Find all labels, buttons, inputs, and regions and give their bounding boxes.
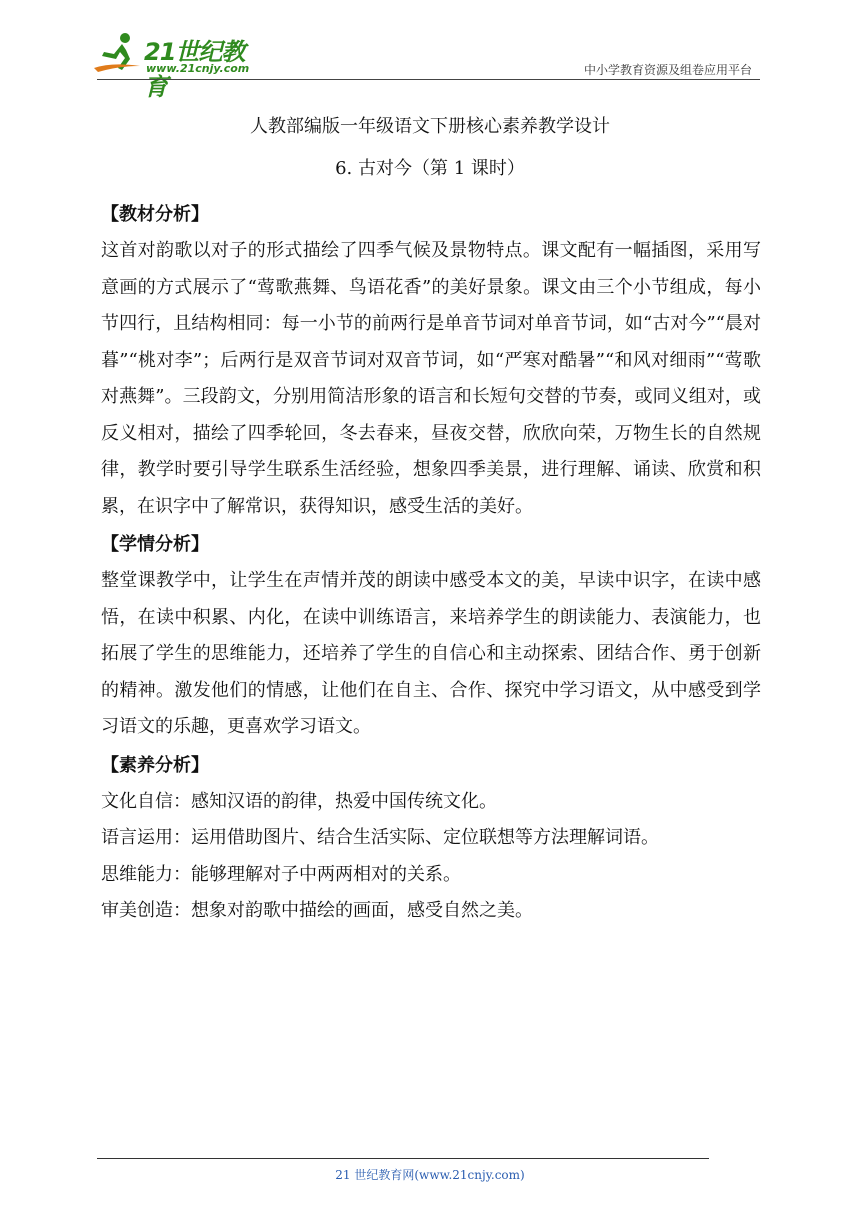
logo-url: www.21cnjy.com xyxy=(146,62,250,75)
document-title: 人教部编版一年级语文下册核心素养教学设计 xyxy=(250,116,610,137)
learner-analysis-paragraph: 整堂课教学中，让学生在声情并茂的朗读中感受本文的美，早读中识字，在读中感悟，在读中积累、内化，在读中训练语言，来培养学生的朗读能力、表演能力，也拓展了学生的思维能力，还培养了学生的自信心和主动探索、团结合作、勇于创新的精神。激发他们的情感，让他们在自主、合作、探究中学习语文，从中感受到学习语文的乐趣，更喜欢学习语文。 xyxy=(101,570,761,737)
literacy-item-thinking: 思维能力：能够理解对子中两两相对的关系。 xyxy=(101,863,461,885)
header-divider xyxy=(97,79,760,80)
literacy-item-language: 语言运用：运用借助图片、结合生活实际、定位联想等方法理解词语。 xyxy=(101,827,659,848)
logo-text: 21世纪教育 xyxy=(144,38,245,101)
footer-divider xyxy=(97,1158,709,1159)
document-body xyxy=(101,195,761,930)
section-heading-learner-analysis: 【学情分析】 xyxy=(101,534,209,555)
literacy-item-aesthetics: 审美创造：想象对韵歌中描绘的画面，感受自然之美。 xyxy=(101,900,533,921)
literacy-item-culture: 文化自信：感知汉语的韵律，热爱中国传统文化。 xyxy=(101,790,497,812)
footer-link[interactable]: 21 世纪教育网(www.21cnjy.com) xyxy=(335,1168,525,1182)
runner-logo-icon xyxy=(92,32,144,74)
textbook-analysis-paragraph: 这首对韵歌以对子的形式描绘了四季气候及景物特点。课文配有一幅插图，采用写意画的方式展示了“莺歌燕舞、鸟语花香”的美好景象。课文由三个小节组成，每小节四行，且结构相同：每一小节的前两行是单音节词对单音节词，如“古对今”“晨对暮”“桃对李”；后两行是双音节词对双音节词，如“严寒对酷暑”“和风对细雨”“莺歌对燕舞”。三段韵文，分别用简洁形象的语言和长短句交替的节奏，或同义组对，或反义相对，描绘了四季轮回，冬去春来，昼夜交替，欣欣向荣，万物生长的自然规律，教学时要引导学生联系生活经验，想象四季美景，进行理解、诵读、欣赏和积累，在识字中了解常识，获得知识，感受生活的美好。 xyxy=(101,240,761,517)
section-heading-textbook-analysis: 【教材分析】 xyxy=(101,204,209,225)
page-header xyxy=(0,0,860,101)
section-heading-literacy-analysis: 【素养分析】 xyxy=(101,754,209,776)
platform-name: 中小学教育资源及组卷应用平台 xyxy=(583,63,752,77)
site-logo[interactable] xyxy=(92,30,262,101)
lesson-title: 6. 古对今（第 1 课时） xyxy=(335,158,525,179)
